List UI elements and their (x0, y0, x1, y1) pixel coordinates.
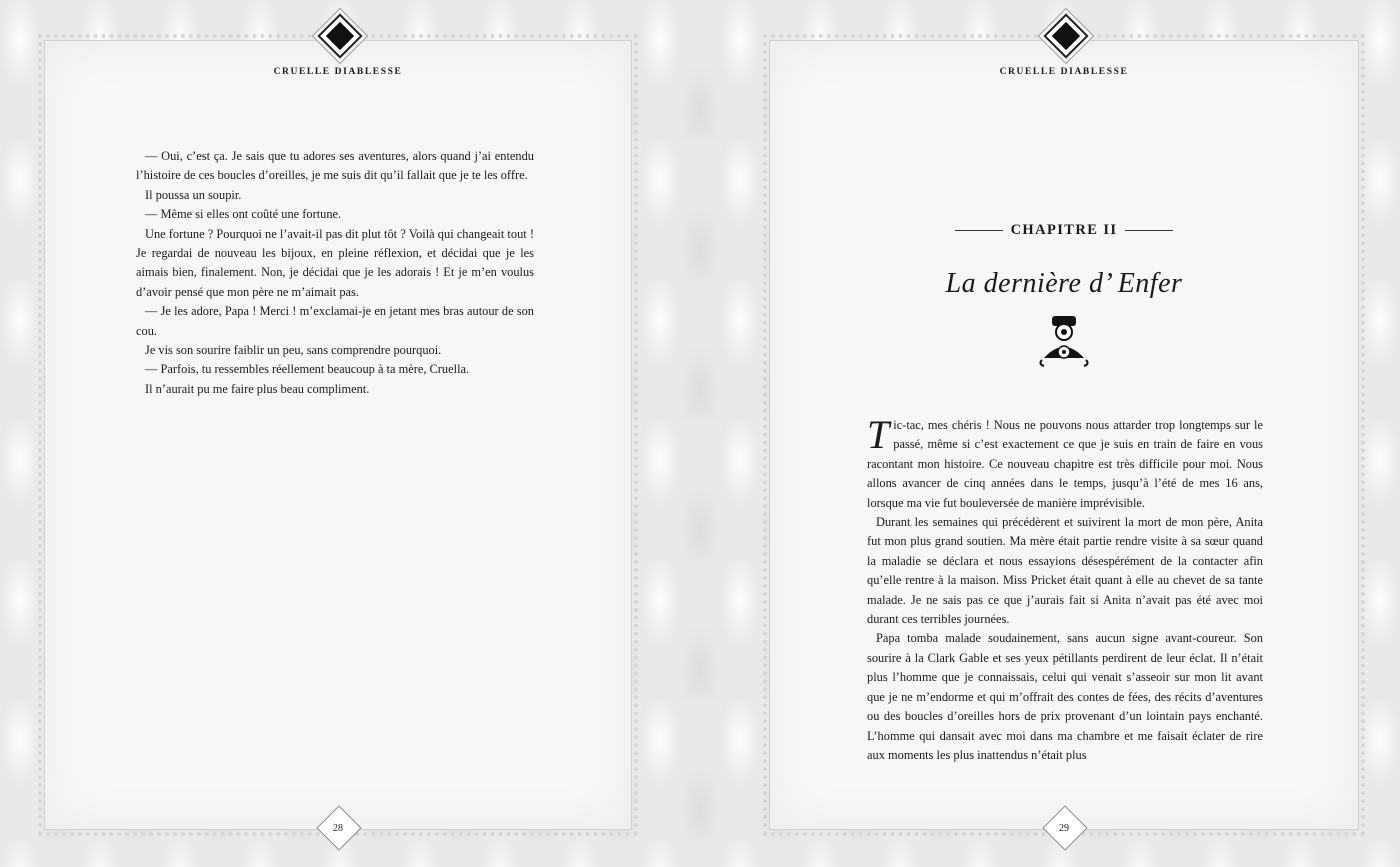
right-body-text (867, 412, 1263, 765)
running-head: CRUELLE DIABLESSE (273, 67, 403, 77)
rule-left (955, 230, 1003, 231)
paragraph: — Oui, c’est ça. Je sais que tu adores ses aventures, alors quand j’ai entendu l’histoire de ces boucles d’oreilles, je me suis dit qu’il fallait que je te les offre. (136, 149, 534, 183)
running-head: CRUELLE DIABLESSE (999, 67, 1129, 77)
page-number: 28 (333, 823, 343, 834)
rule-right (1125, 230, 1173, 231)
paragraph: Papa tomba malade soudainement, sans aucun signe avant-coureur. Son sourire à la Clark Gable et ses yeux pétillants perdirent de leur éclat. Il n’était plus l’homme que je connaissais, celui qui venait s’asseoir sur mon lit avant que je ne m’endorme et qui m’offrait des contes de fées, des récits d’aventures ou des boucles d’oreilles hors de prix provenant d’un lointain pays enchanté. L’homme qui dansait avec moi dans ma chambre et me faisait éclater de rire aux moments les plus inattendus n’était plus (867, 631, 1263, 762)
first-paragraph-text: ic-tac, mes chéris ! Nous ne pouvons nous attarder trop longtemps sur le passé, même si c’est exactement ce que je suis en train de faire en vous racontant mon histoire. Ce nouveau chapitre est très difficile pour moi. Nous allons avancer de cinq années dans le temps, jusqu’à l’été de mes 16 ans, lorsque ma vie fut bouleversée de manière imprévisible. (867, 418, 1263, 510)
paragraph: Il n’aurait pu me faire plus beau compliment. (145, 381, 370, 396)
first-paragraph (867, 412, 1263, 513)
paragraph: — Parfois, tu ressembles réellement beaucoup à ta mère, Cruella. (145, 362, 470, 377)
paragraph: — Même si elles ont coûté une fortune. (145, 207, 342, 222)
paragraph: Il poussa un soupir. (145, 187, 242, 202)
chapter-label (769, 222, 1359, 239)
paragraph: Durant les semaines qui précédèrent et suivirent la mort de mon père, Anita fut mon plus grand soutien. Ma mère était partie rendre visite à sa sœur quand la maladie se déclara et nous essayions désespérément de la contacter afin qu’elle rentre à la maison. Miss Pricket était quant à elle au chevet de sa tante malade. Je ne sais pas ce que j’aurais fait si Anita n’avait pas été avec moi durant ces terribles journées. (867, 515, 1263, 627)
telephone-ornament-icon (1034, 310, 1094, 370)
paragraph: Je vis son sourire faiblir un peu, sans comprendre pourquoi. (145, 343, 442, 358)
chapter-label-text: CHAPITRE II (1010, 222, 1118, 238)
drop-cap: T (867, 412, 890, 457)
left-page (44, 40, 632, 834)
page-number: 29 (1059, 823, 1069, 834)
chapter-title: La dernière d’ Enfer (945, 268, 1183, 299)
right-page (769, 40, 1359, 834)
left-body-text (136, 147, 534, 399)
paragraph: — Je les adore, Papa ! Merci ! m’exclamai-je en jetant mes bras autour de son cou. (136, 304, 534, 338)
paragraph: Une fortune ? Pourquoi ne l’avait-il pas dit plut tôt ? Voilà qui changeait tout ! Je regardai de nouveau les bijoux, en pleine réflexion, et décidai que je les aimais bien, finalement. Non, je décidai que je les adorais ! Et je m’en voulus d’avoir pensé que mon père ne m’aimait pas. (136, 226, 534, 299)
